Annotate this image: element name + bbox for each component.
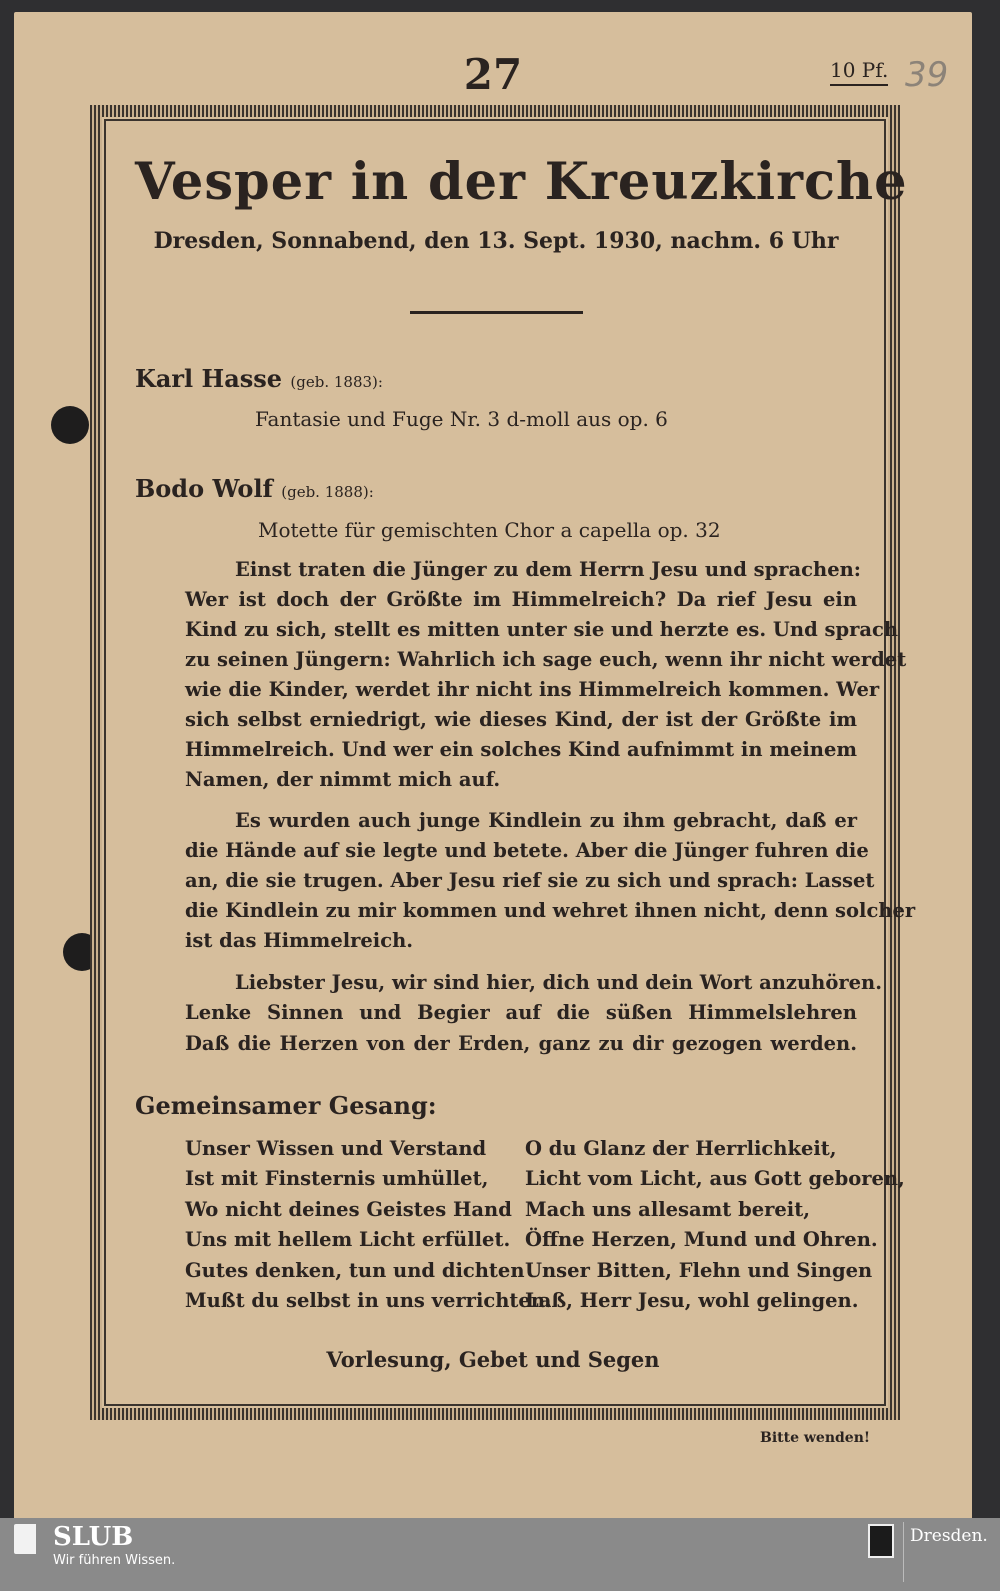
hymn-line: Mußt du selbst in uns verrichten. — [185, 1289, 552, 1313]
text-line: Himmelreich. Und wer ein solches Kind aufnimmt in meinem — [185, 738, 857, 761]
punch-hole — [51, 406, 89, 444]
text-line: die Hände auf sie legte und betete. Aber die Jünger fuhren die — [185, 839, 869, 862]
hymn-line: Ist mit Finsternis umhüllet, — [185, 1167, 489, 1191]
text-line: zu seinen Jüngern: Wahrlich ich sage euch, wenn ihr nicht werdet — [185, 648, 907, 671]
hymn-line: Mach uns allesamt bereit, — [525, 1197, 811, 1221]
document-title: Vesper in der Kreuzkirche — [135, 152, 908, 212]
work-title: Fantasie und Fuge Nr. 3 d-moll aus op. 6 — [255, 407, 668, 431]
text-line: Kind zu sich, stellt es mitten unter sie und herzte es. Und sprach — [185, 618, 899, 641]
partner-logo[interactable]: Dresden. — [910, 1526, 988, 1546]
hymn-line: Licht vom Licht, aus Gott geboren, — [525, 1167, 905, 1191]
hymn-line: Wo nicht deines Geistes Hand — [185, 1197, 512, 1221]
coat-of-arms-icon — [868, 1524, 894, 1558]
composer-heading: Bodo Wolf (geb. 1888): — [135, 474, 374, 503]
hymn-line: Laß, Herr Jesu, wohl gelingen. — [525, 1289, 859, 1313]
page-number: 27 — [463, 50, 523, 99]
text-line: ist das Himmelreich. — [185, 929, 414, 952]
hymn-line: O du Glanz der Herrlichkeit, — [525, 1137, 837, 1160]
text-line: an, die sie trugen. Aber Jesu rief sie zu sich und sprach: Lasset — [185, 869, 875, 892]
document-subtitle: Dresden, Sonnabend, den 13. Sept. 1930, nachm. 6 Uhr — [153, 228, 839, 254]
closing-line: Vorlesung, Gebet und Segen — [326, 1347, 660, 1372]
text-line: Es wurden auch junge Kindlein zu ihm gebracht, daß er — [235, 809, 857, 832]
text-line: Wer ist doch der Größte im Himmelreich? Da rief Jesu ein — [185, 588, 857, 611]
text-line: die Kindlein zu mir kommen und wehret ihnen nicht, denn solcher — [185, 899, 916, 922]
pencil-note: 39 — [905, 55, 949, 95]
divider — [903, 1522, 904, 1582]
brand-tagline: Wir führen Wissen. — [53, 1553, 176, 1568]
hymn-line: Öffne Herzen, Mund und Ohren. — [525, 1228, 878, 1252]
hymn-line: Unser Wissen und Verstand — [185, 1137, 487, 1160]
hymn-line: Gutes denken, tun und dichten — [185, 1258, 525, 1282]
footer-bar — [0, 1518, 1000, 1591]
hymn-line: Uns mit hellem Licht erfüllet. — [185, 1228, 511, 1252]
book-logo-icon — [14, 1524, 36, 1554]
hymn-verse-left — [185, 1134, 552, 1316]
work-title: Motette für gemischten Chor a capella op. 32 — [258, 518, 721, 542]
composer-heading: Karl Hasse (geb. 1883): — [135, 364, 383, 393]
hymn-verse-right — [525, 1134, 905, 1316]
text-line: Liebster Jesu, wir sind hier, dich und dein Wort anzuhören. — [235, 971, 883, 994]
divider — [410, 311, 583, 314]
text-line: Daß die Herzen von der Erden, ganz zu dir gezogen werden. — [185, 1032, 857, 1055]
text-line: wie die Kinder, werdet ihr nicht ins Himmelreich kommen. Wer — [185, 678, 880, 701]
text-line: sich selbst erniedrigt, wie dieses Kind, der ist der Größte im — [185, 708, 857, 731]
turn-over-note: Bitte wenden! — [760, 1430, 871, 1446]
brand-name[interactable]: SLUB — [53, 1522, 134, 1552]
text-line: Lenke Sinnen und Begier auf die süßen Himmelslehren — [185, 1001, 857, 1024]
price: 10 Pf. — [830, 58, 888, 86]
text-line: Einst traten die Jünger zu dem Herrn Jesu und sprachen: — [235, 558, 861, 581]
hymn-heading: Gemeinsamer Gesang: — [135, 1091, 437, 1120]
hymn-line: Unser Bitten, Flehn und Singen — [525, 1258, 873, 1282]
text-line: Namen, der nimmt mich auf. — [185, 768, 501, 791]
